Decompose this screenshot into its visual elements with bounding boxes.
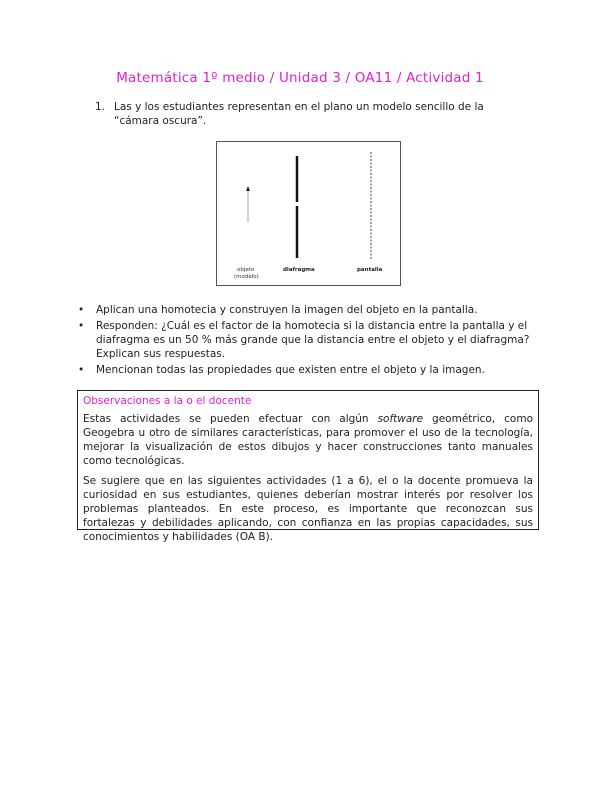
bullet-icon: • <box>78 320 85 332</box>
observations-paragraph-1: Estas actividades se pueden efectuar con algún software geométrico, como Geogebra u otro de similares características, para promover el uso de la tecnología, mejorar la visualización de estos dibujos y hacer construcciones tanto manuales como tecnológicas. <box>83 413 533 467</box>
bullet-text: Responden: ¿Cuál es el factor de la homotecia si la distancia entre la pantalla y el diafragma es un 50 % más grande que la distancia entre el objeto y el diafragma? Explican sus respuestas. <box>96 320 530 360</box>
bullet-text: Aplican una homotecia y construyen la imagen del objeto en la pantalla. <box>96 304 478 316</box>
object-label-line1: objeto <box>237 267 255 273</box>
software-emphasis: software <box>377 413 424 425</box>
numbered-item-1 <box>95 100 515 128</box>
object-label-line2: (modelo) <box>234 274 259 280</box>
bullet-icon: • <box>78 304 85 316</box>
item-number: 1. <box>95 101 106 113</box>
list-item <box>78 303 538 317</box>
observations-title: Observaciones a la o el docente <box>83 395 252 407</box>
screen-label: pantalla <box>357 267 383 273</box>
item-text: Las y los estudiantes representan en el plano un modelo sencillo de la “cámara oscura”. <box>114 101 484 127</box>
bullet-list <box>78 303 538 379</box>
observations-paragraph-2: Se sugiere que en las siguientes actividades (1 a 6), el o la docente promueva la curiosidad en sus estudiantes, quienes deberían mostrar interés por resolver los problemas planteados. En este proceso, es importante que reconozcan sus fortalezas y debilidades aplicando, con confianza en las propias capacidades, sus conocimientos y habilidades (OA B). <box>83 475 533 543</box>
camera-obscura-figure <box>216 141 401 286</box>
diaphragm-label: diafragma <box>283 267 315 273</box>
teacher-observations-box <box>77 390 539 543</box>
list-item <box>78 319 538 361</box>
list-item <box>78 363 538 377</box>
bullet-text: Mencionan todas las propiedades que existen entre el objeto y la imagen. <box>96 364 485 376</box>
object-arrowhead <box>246 186 250 191</box>
figure-drawing <box>217 142 400 285</box>
page-title: Matemática 1º medio / Unidad 3 / OA11 / Actividad 1 <box>116 70 484 86</box>
bullet-icon: • <box>78 364 85 376</box>
